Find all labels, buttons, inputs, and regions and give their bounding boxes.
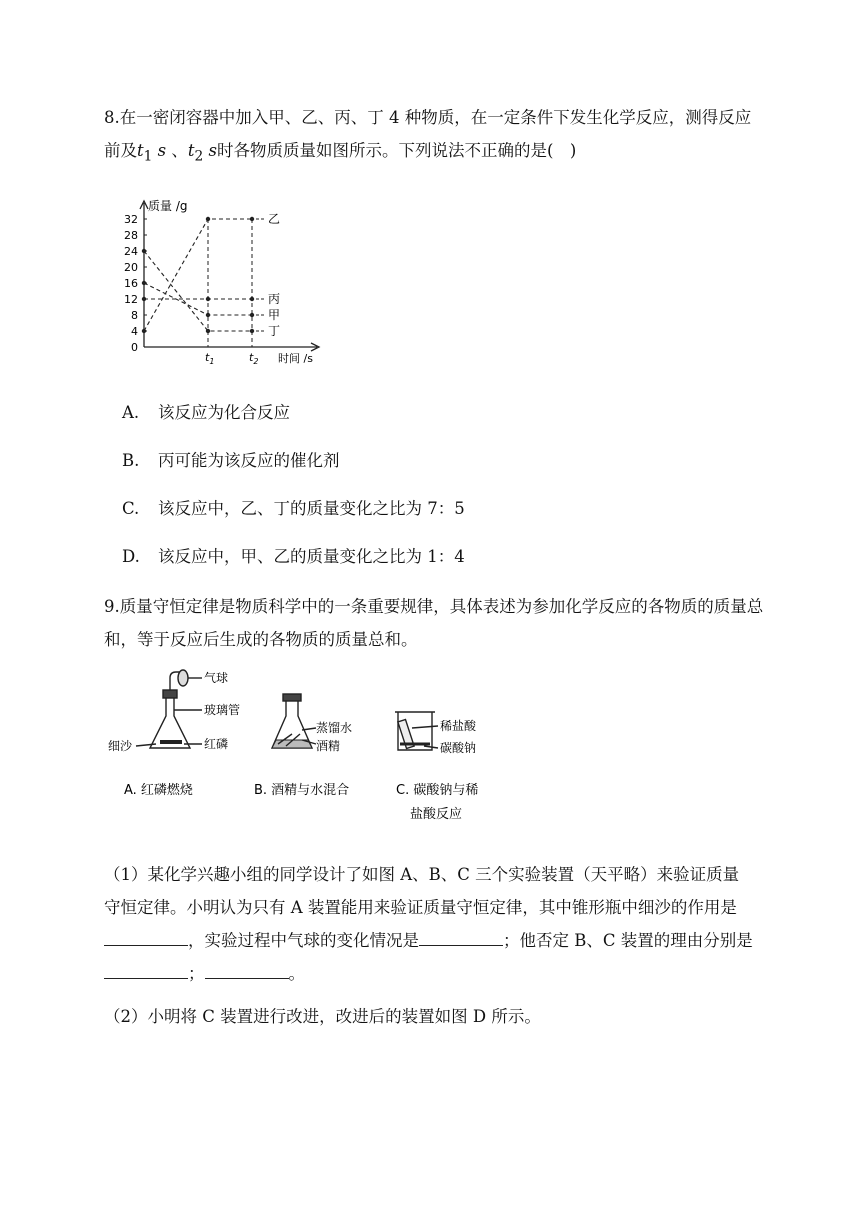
- part-2-text: （2）小明将 C 装置进行改进，改进后的装置如图 D 所示。: [104, 1007, 541, 1026]
- label-distilled-water: 蒸馏水: [316, 721, 353, 735]
- caption-c-line2: 盐酸反应: [410, 807, 463, 822]
- y-tick-label: 12: [124, 293, 138, 306]
- data-point: [206, 313, 210, 317]
- series-label: 丁: [268, 324, 281, 338]
- label-sand: 细沙: [108, 739, 133, 753]
- x-axis-label: 时间 /s: [278, 352, 313, 365]
- y-tick-label: 16: [124, 277, 138, 290]
- label-glass-tube: 玻璃管: [204, 703, 241, 717]
- label-alcohol: 酒精: [316, 739, 341, 753]
- y-tick-label: 28: [124, 229, 138, 242]
- y-axis-label: 质量 /g: [148, 199, 188, 213]
- option-b[interactable]: B. 丙可能为该反应的催化剂: [122, 451, 340, 470]
- label-balloon: 气球: [204, 671, 229, 685]
- data-point: [206, 297, 210, 301]
- option-c[interactable]: C. 该反应中，乙、丁的质量变化之比为 7：5: [122, 499, 465, 518]
- caption-a: A. 红磷燃烧: [124, 783, 193, 798]
- series-label: 丙: [268, 292, 281, 306]
- part-1-text: （1）某化学兴趣小组的同学设计了如图 A、B、C 三个实验装置（天平略）来验证质量守恒定律。小明认为只有 A 装置能用来验证质量守恒定律，其中锥形瓶中细沙的作用是，实验过程中气球的变化情况是 ；他否定 B、C 装置的理由分别是； 。: [104, 865, 753, 983]
- flask-a: [136, 670, 202, 748]
- data-point: [142, 249, 146, 253]
- y-tick-label: 8: [131, 309, 138, 322]
- answer-blank-4[interactable]: [205, 964, 289, 979]
- beaker-c: [395, 712, 438, 750]
- y-tick-label: 20: [124, 261, 138, 274]
- mass-time-chart: [112, 193, 342, 371]
- question-8-stem: 8.在一密闭容器中加入甲、乙、丙、丁 4 种物质，在一定条件下发生化学反应，测得反应前及$t_1$ s 、$t_2$ s时各物质质量如图所示。下列说法不正确的是( ): [104, 108, 752, 165]
- y-tick-label: 0: [131, 341, 138, 354]
- option-a[interactable]: A. 该反应为化合反应: [122, 403, 290, 422]
- series-label: 乙: [268, 212, 281, 226]
- label-sodium-carbonate: 碳酸钠: [440, 741, 477, 755]
- apparatus-figure: [106, 668, 496, 828]
- answer-blank-3[interactable]: [104, 964, 188, 979]
- option-d[interactable]: D. 该反应中，甲、乙的质量变化之比为 1：4: [122, 547, 465, 566]
- y-tick-label: 32: [124, 213, 138, 226]
- y-tick-label: 4: [131, 325, 138, 338]
- series-line-乙: [144, 219, 252, 331]
- x-tick-label: $t_1$: [205, 351, 215, 366]
- question-9-stem: 9.质量守恒定律是物质科学中的一条重要规律，具体表述为参加化学反应的各物质的质量总和，等于反应后生成的各物质的质量总和。: [104, 597, 764, 649]
- data-point: [250, 313, 254, 317]
- series-label: 甲: [268, 308, 281, 322]
- series-line-丁: [144, 251, 252, 331]
- answer-blank-1[interactable]: [104, 931, 188, 946]
- caption-b: B. 酒精与水混合: [254, 783, 350, 798]
- caption-c-line1: C. 碳酸钠与稀: [396, 783, 479, 798]
- data-point: [142, 329, 146, 333]
- data-point: [250, 297, 254, 301]
- answer-blank-2[interactable]: [419, 931, 503, 946]
- data-point: [250, 329, 254, 333]
- label-red-phosphorus: 红磷: [204, 737, 229, 751]
- data-point: [206, 329, 210, 333]
- y-tick-label: 24: [124, 245, 138, 258]
- data-point: [142, 281, 146, 285]
- data-point: [206, 217, 210, 221]
- flask-b: [272, 694, 316, 748]
- x-tick-label: $t_2$: [249, 351, 259, 366]
- label-dilute-hcl: 稀盐酸: [440, 719, 477, 733]
- data-point: [142, 297, 146, 301]
- data-point: [250, 217, 254, 221]
